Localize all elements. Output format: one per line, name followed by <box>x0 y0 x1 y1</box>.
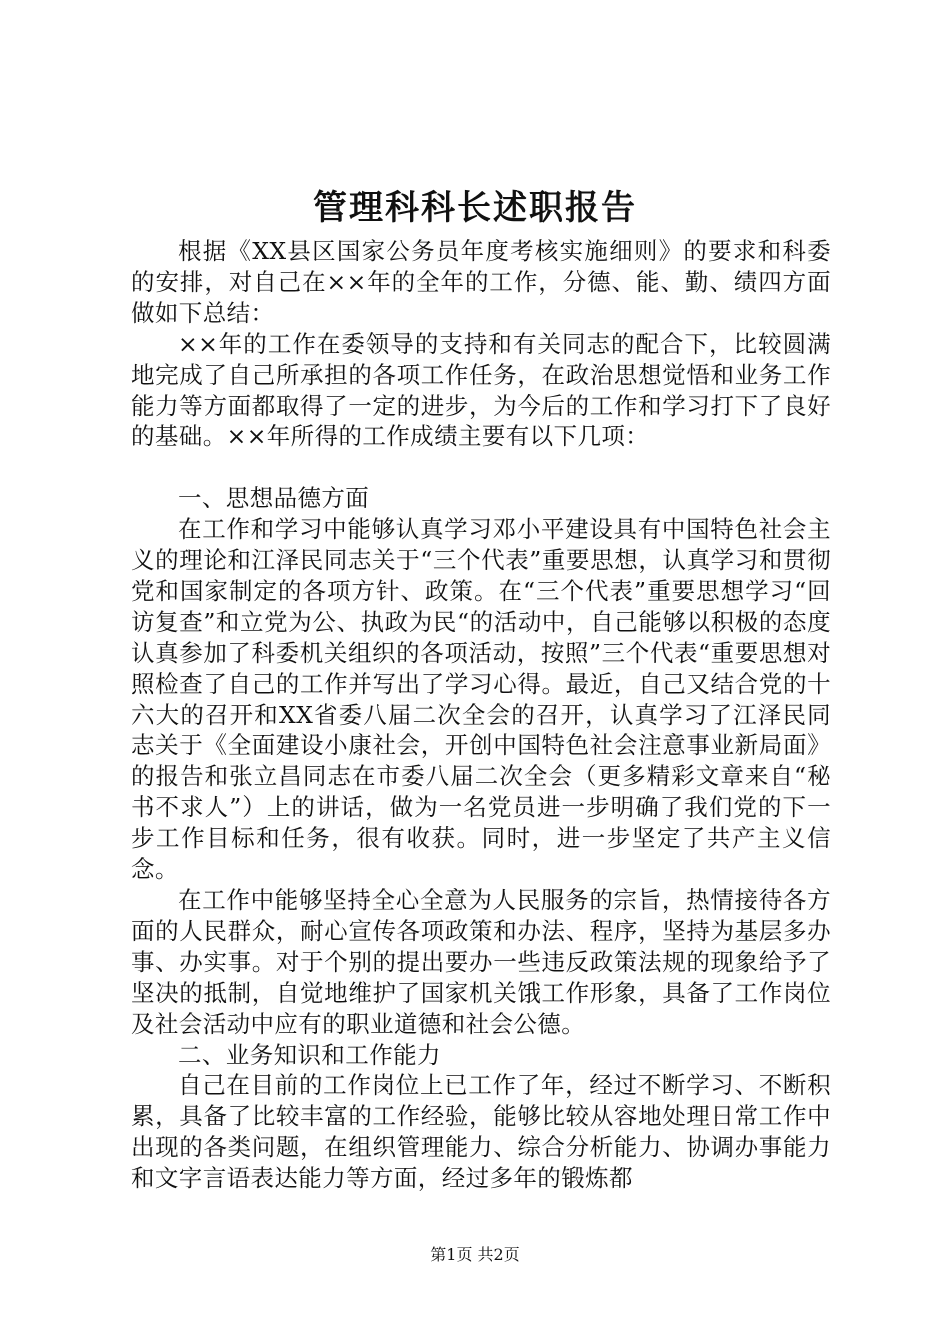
page-title: 管理科科长述职报告 <box>313 188 637 228</box>
section-heading-morality: 一、思想品德方面 <box>178 484 370 513</box>
paragraph-summary: ××年的工作在委领导的支持和有关同志的配合下，比较圆满地完成了自己所承担的各项工作任务，在政治思想觉悟和业务工作能力等方面都取得了一定的进步，为今后的工作和学习打下了良好的基础。××年所得的工作成绩主要有以下几项： <box>131 329 831 451</box>
document-body <box>131 236 831 1194</box>
paragraph-service: 在工作中能够坚持全心全意为人民服务的宗旨，热情接待各方面的人民群众，耐心宣传各项政策和办法、程序，坚持为基层多办事、办实事。对于个别的提出要办一些违反政策法规的现象给予了坚决的抵制，自觉地维护了国家机关饿工作形象，具备了工作岗位及社会活动中应有的职业道德和社会公德。 <box>131 886 831 1038</box>
paragraph-experience: 自己在目前的工作岗位上已工作了年，经过不断学习、不断积累，具备了比较丰富的工作经验，能够比较从容地处理日常工作中出现的各类问题，在组织管理能力、综合分析能力、协调办事能力和文字言语表达能力等方面，经过多年的锻炼都 <box>131 1071 831 1193</box>
section-heading-ability: 二、业务知识和工作能力 <box>178 1040 441 1069</box>
paragraph-intro: 根据《XX县区国家公务员年度考核实施细则》的要求和科委的安排，对自己在××年的全年的工作，分德、能、勤、绩四方面做如下总结： <box>131 237 831 327</box>
paragraph-study: 在工作和学习中能够认真学习邓小平建设具有中国特色社会主义的理论和江泽民同志关于“三个代表”重要思想，认真学习和贯彻党和国家制定的各项方针、政策。在“三个代表”重要思想学习“回访复查”和立党为公、执政为民“的活动中，自己能够以积极的态度认真参加了科委机关组织的各项活动，按照”三个代表“重要思想对照检查了自己的工作并写出了学习心得。最近，自己又结合党的十六大的召开和XX省委八届二次全会的召开，认真学习了江泽民同志关于《全面建设小康社会，开创中国特色社会注意事业新局面》的报告和张立昌同志在市委八届二次全会（更多精彩文章来自“秘书不求人”）上的讲话，做为一名党员进一步明确了我们党的下一步工作目标和任务，很有收获。同时，进一步坚定了共产主义信念。 <box>131 515 831 884</box>
page-number-footer: 第1页 共2页 <box>430 1245 520 1264</box>
